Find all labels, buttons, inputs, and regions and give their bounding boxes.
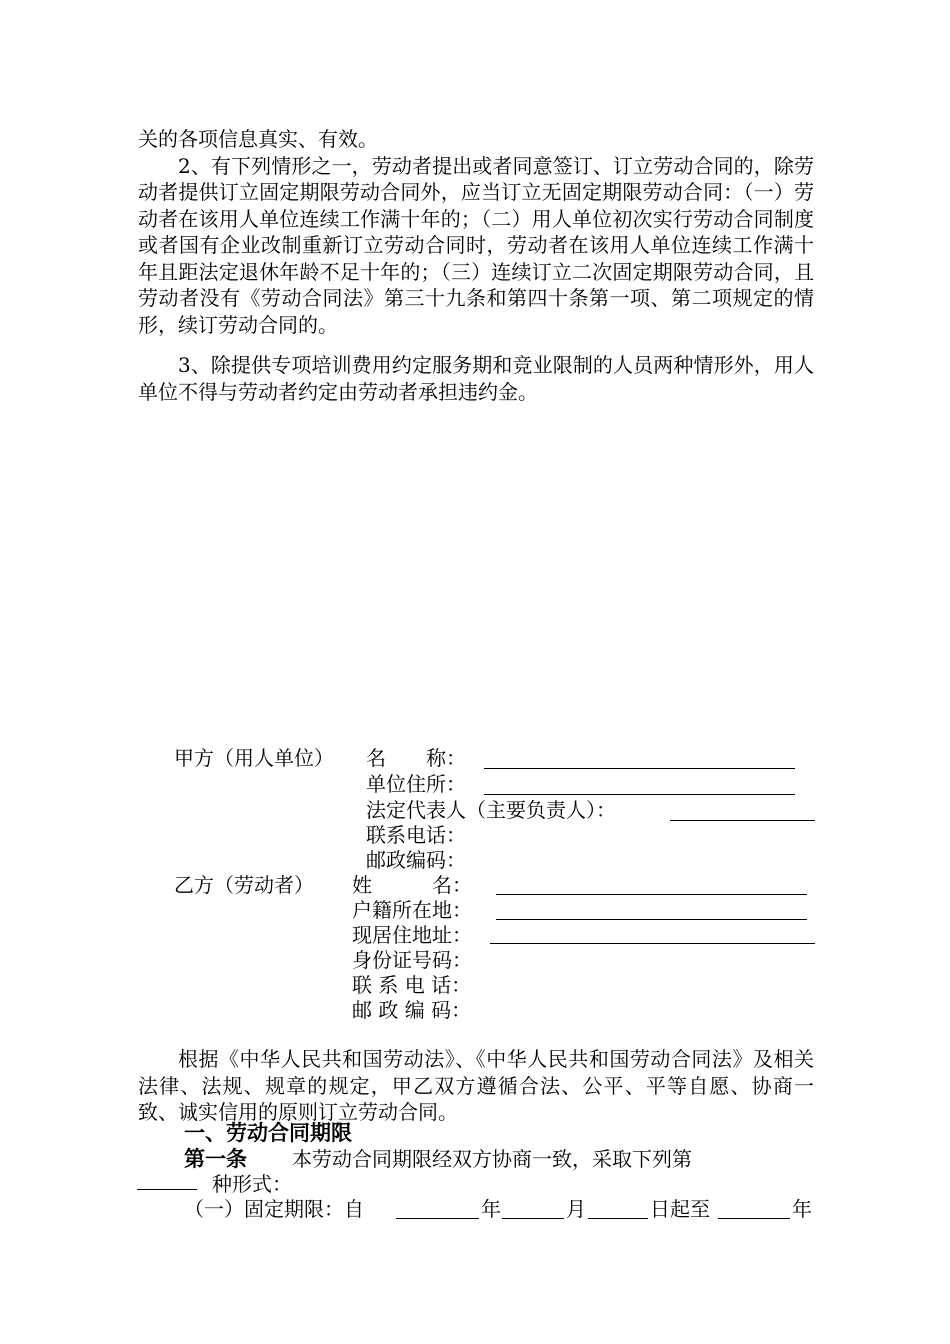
- start-month-field[interactable]: [502, 1218, 564, 1219]
- party-b-phone-label: 联 系 电 话：: [352, 973, 472, 997]
- party-a-name-label: 名 称：: [366, 746, 466, 770]
- party-a-rep-label: 法定代表人（主要负责人）：: [366, 798, 616, 822]
- party-b-name-label: 姓 名：: [352, 873, 472, 897]
- party-b-post-label: 邮 政 编 码：: [352, 998, 472, 1022]
- party-b-id-label: 身份证号码：: [352, 948, 472, 972]
- party-a-post-label: 邮政编码：: [366, 848, 466, 872]
- party-a-label: 甲方（用人单位）: [174, 746, 334, 770]
- party-a-phone-label: 联系电话：: [366, 823, 466, 847]
- party-a-name-field[interactable]: [484, 768, 795, 769]
- party-a-address-label: 单位住所：: [366, 772, 466, 796]
- preamble-paragraph: 根据《中华人民共和国劳动法》、《中华人民共和国劳动合同法》及相关法律、法规、规章的规定，甲乙双方遵循合法、公平、平等自愿、协商一致、诚实信用的原则订立劳动合同。: [138, 1047, 814, 1125]
- party-b-household-label: 户籍所在地：: [352, 898, 472, 922]
- fixed-term-label: （一）固定期限：自: [184, 1197, 364, 1221]
- notice-paragraph-3: 3、除提供专项培训费用约定服务期和竞业限制的人员两种情形外，用人单位不得与劳动者约定由劳动者承担违约金。: [138, 353, 814, 404]
- start-year-field[interactable]: [396, 1218, 479, 1219]
- form-choice-field[interactable]: [137, 1189, 197, 1190]
- start-day-label: 日起至: [650, 1197, 710, 1221]
- section-heading: 一、劳动合同期限: [184, 1120, 352, 1145]
- party-b-name-field[interactable]: [496, 894, 807, 895]
- party-b-residence-field[interactable]: [490, 943, 815, 944]
- party-a-rep-field[interactable]: [670, 820, 815, 821]
- start-month-label: 月: [566, 1197, 586, 1221]
- party-b-household-field[interactable]: [496, 919, 807, 920]
- notice-paragraph-1: 关的各项信息真实、有效。: [138, 127, 378, 151]
- article-text: 本劳动合同期限经双方协商一致，采取下列第: [292, 1147, 692, 1171]
- article-label: 第一条: [184, 1146, 247, 1171]
- article-text-2: 种形式：: [212, 1172, 292, 1196]
- start-year-label: 年: [481, 1197, 501, 1221]
- start-day-field[interactable]: [588, 1218, 648, 1219]
- party-a-address-field[interactable]: [484, 794, 795, 795]
- party-b-residence-label: 现居住地址：: [352, 923, 472, 947]
- end-year-field[interactable]: [718, 1218, 790, 1219]
- end-year-label: 年: [792, 1197, 812, 1221]
- notice-paragraph-2: 2、有下列情形之一，劳动者提出或者同意签订、订立劳动合同的，除劳动者提供订立固定期限劳动合同外，应当订立无固定期限劳动合同：（一）劳动者在该用人单位连续工作满十年的；（二）用人单位初次实行劳动合同制度或者国有企业改制重新订立劳动合同时，劳动者在该用人单位连续工作满十年且距法定退休年龄不足十年的；（三）连续订立二次固定期限劳动合同，且劳动者没有《劳动合同法》第三十九条和第四十条第一项、第二项规定的情形，续订劳动合同的。: [138, 153, 814, 338]
- party-b-label: 乙方（劳动者）: [174, 873, 314, 897]
